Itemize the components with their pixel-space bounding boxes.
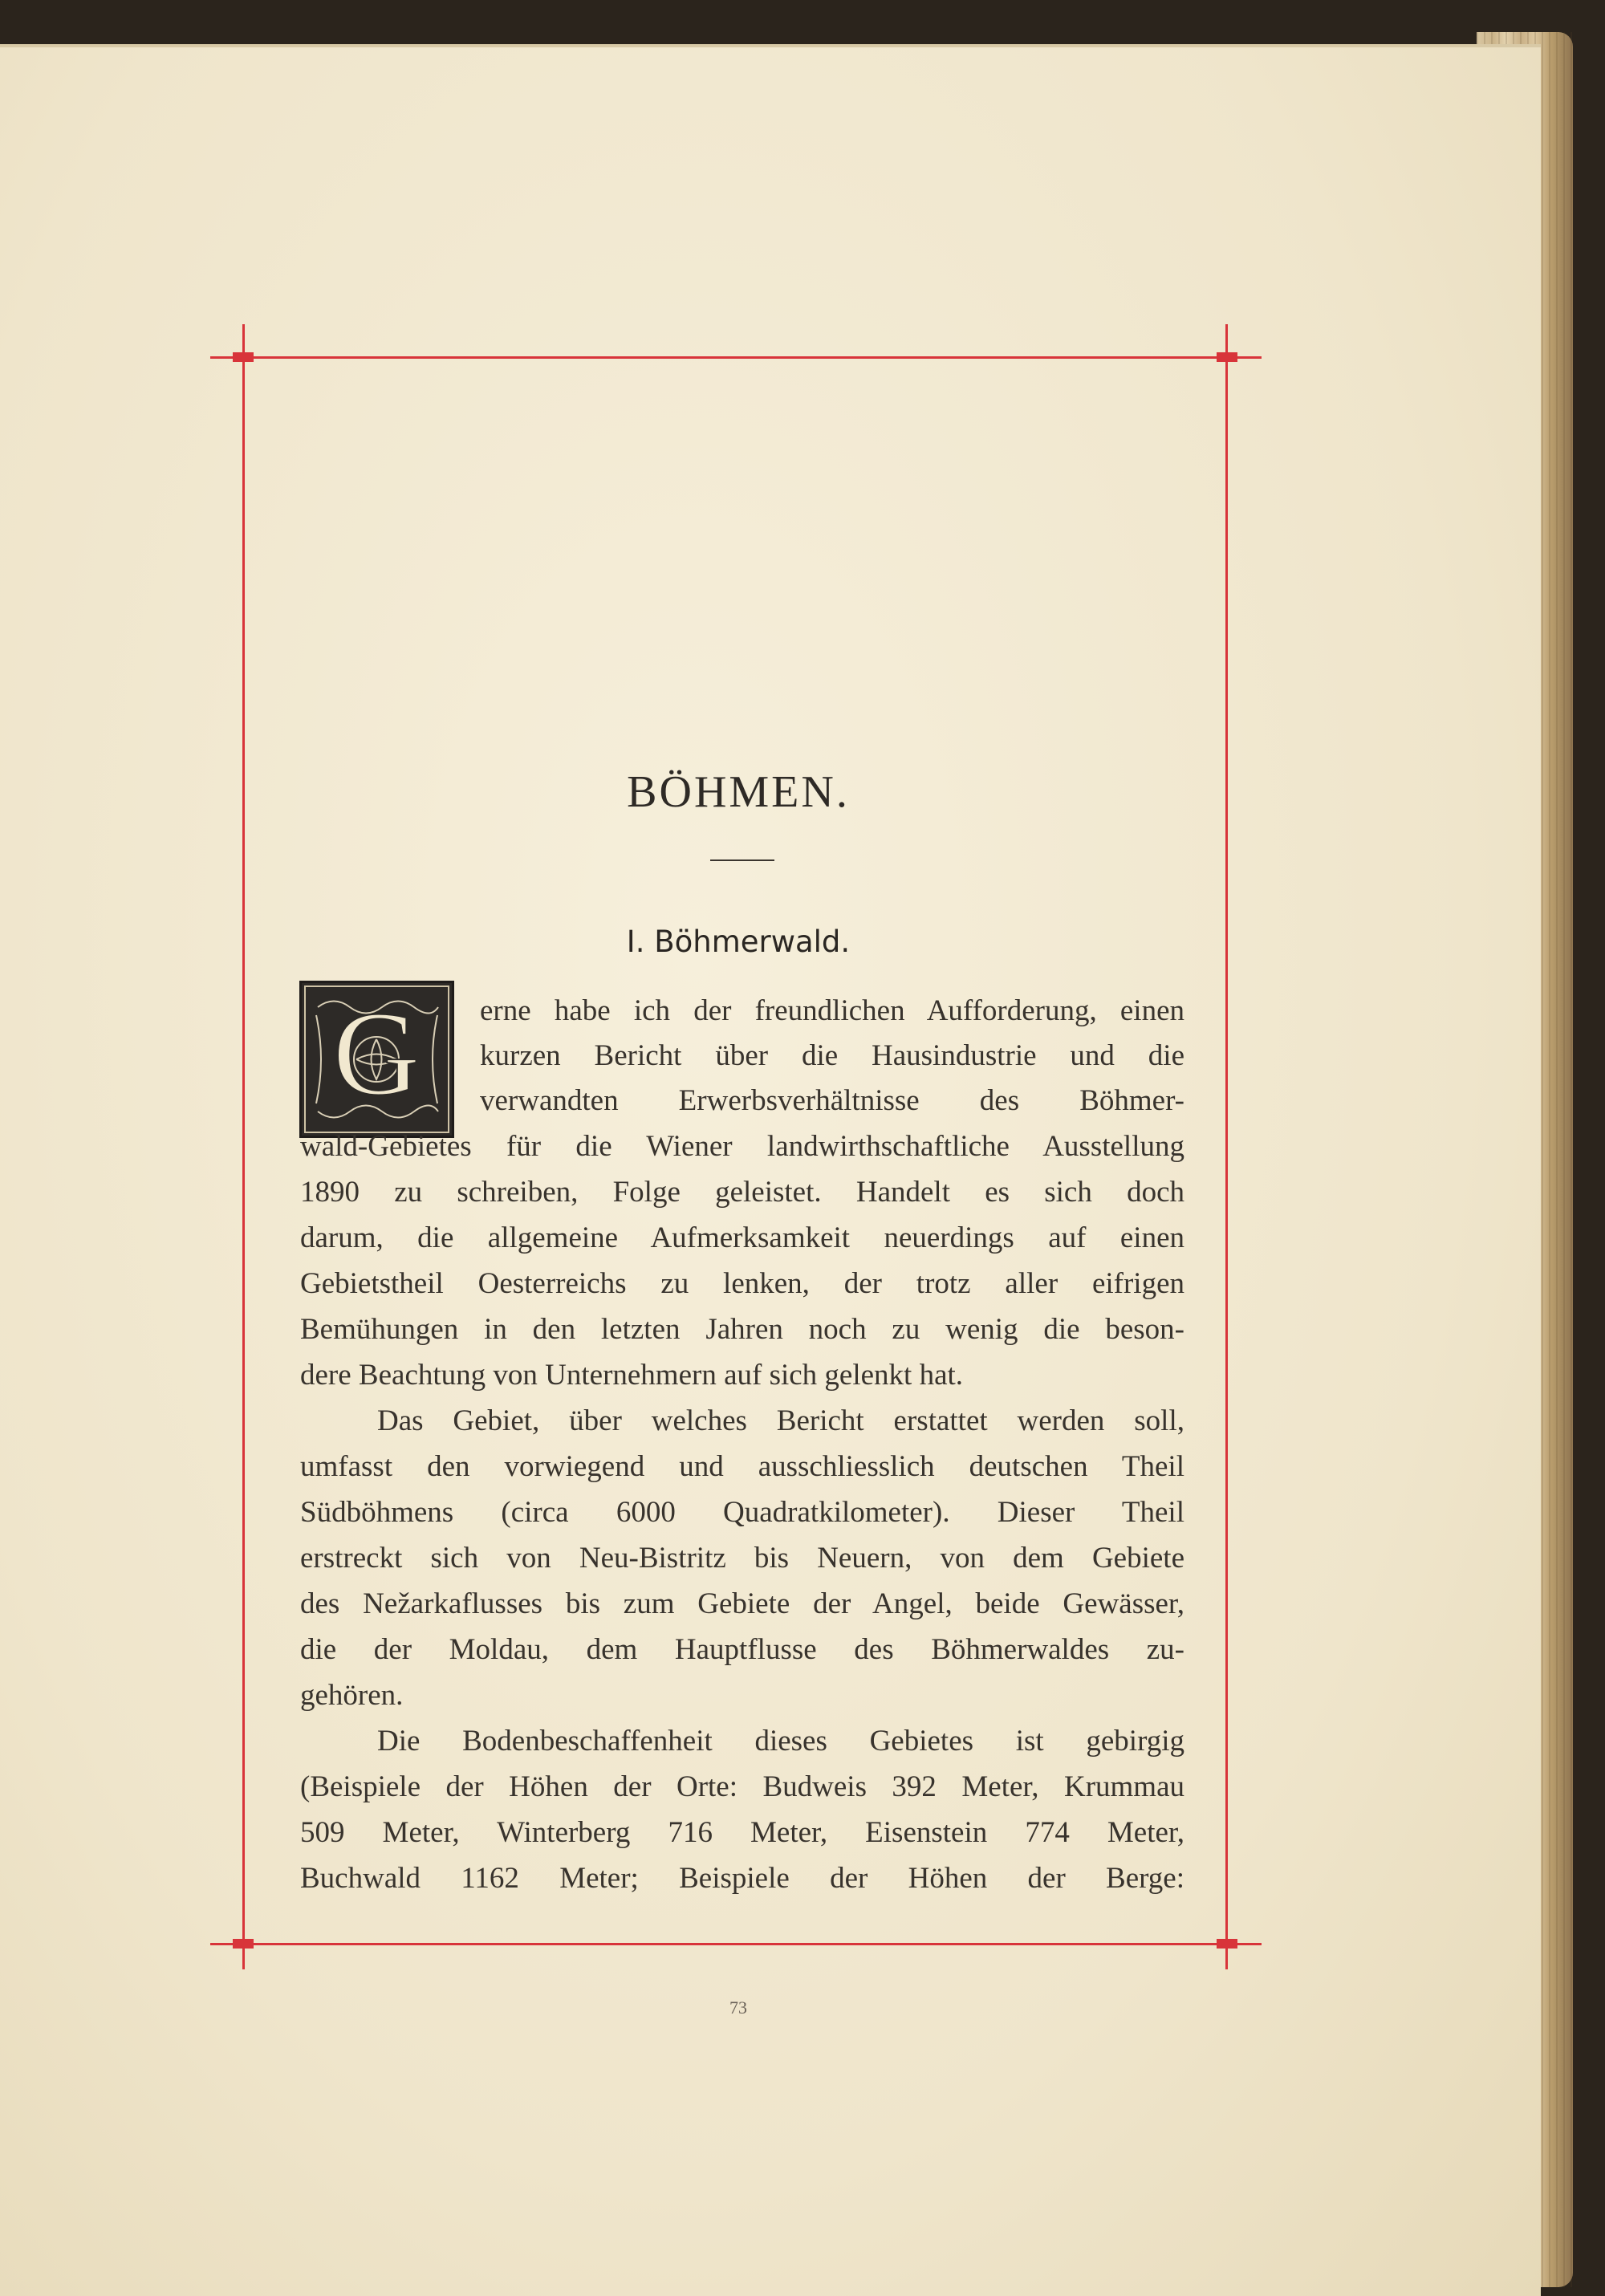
ornamental-initial-icon <box>299 981 454 1138</box>
body-line: erne habe ich der freundlichen Aufforderung, einen <box>480 994 1184 1027</box>
frame-corner-tick <box>233 352 254 362</box>
body-line: 509 Meter, Winterberg 716 Meter, Eisenstein 774 Meter, <box>300 1816 1184 1849</box>
body-line: wald-Gebietes für die Wiener landwirthschaftliche Ausstellung <box>300 1130 1184 1163</box>
body-line: Gebietstheil Oesterreichs zu lenken, der trotz aller eifrigen <box>300 1267 1184 1300</box>
body-line: Das Gebiet, über welches Bericht erstattet werden soll, <box>377 1404 1184 1437</box>
body-line: Die Bodenbeschaffenheit dieses Gebietes ist gebirgig <box>377 1725 1184 1758</box>
body-line: Bemühungen in den letzten Jahren noch zu wenig die beson- <box>300 1313 1184 1346</box>
body-line: verwandten Erwerbsverhältnisse des Böhmer- <box>480 1084 1184 1117</box>
body-line: gehören. <box>300 1679 404 1712</box>
body-line: kurzen Bericht über die Hausindustrie und die <box>480 1039 1184 1072</box>
body-line: Südböhmens (circa 6000 Quadratkilometer). Dieser Theil <box>300 1496 1184 1529</box>
frame-top-rule <box>210 356 1262 359</box>
body-line: des Nežarkaflusses bis zum Gebiete der Angel, beide Gewässer, <box>300 1587 1184 1620</box>
body-line: darum, die allgemeine Aufmerksamkeit neuerdings auf einen <box>300 1221 1184 1254</box>
frame-bottom-rule <box>210 1943 1262 1945</box>
frame-corner-tick <box>233 1939 254 1949</box>
body-line: dere Beachtung von Unternehmern auf sich gelenkt hat. <box>300 1359 964 1392</box>
drop-cap-letter: G <box>332 987 421 1120</box>
body-line: (Beispiele der Höhen der Orte: Budweis 392 Meter, Krummau <box>300 1770 1184 1803</box>
frame-corner-tick <box>1217 1939 1237 1949</box>
body-line: die der Moldau, dem Hauptflusse des Böhmerwaldes zu- <box>300 1633 1184 1666</box>
body-line: Buchwald 1162 Meter; Beispiele der Höhen der Berge: <box>300 1862 1184 1895</box>
frame-left-rule <box>242 324 245 1969</box>
body-line: umfasst den vorwiegend und ausschliesslich deutschen Theil <box>300 1450 1184 1483</box>
section-title: I. Böhmerwald. <box>626 924 851 959</box>
frame-corner-tick <box>1217 352 1237 362</box>
frame-right-rule <box>1225 324 1228 1969</box>
book-page <box>0 44 1541 2296</box>
title-divider <box>710 859 774 861</box>
page-number: 73 <box>729 1997 747 2018</box>
body-line: 1890 zu schreiben, Folge geleistet. Handelt es sich doch <box>300 1176 1184 1209</box>
chapter-title: BÖHMEN. <box>627 767 850 817</box>
body-line: erstreckt sich von Neu-Bistritz bis Neuern, von dem Gebiete <box>300 1542 1184 1575</box>
